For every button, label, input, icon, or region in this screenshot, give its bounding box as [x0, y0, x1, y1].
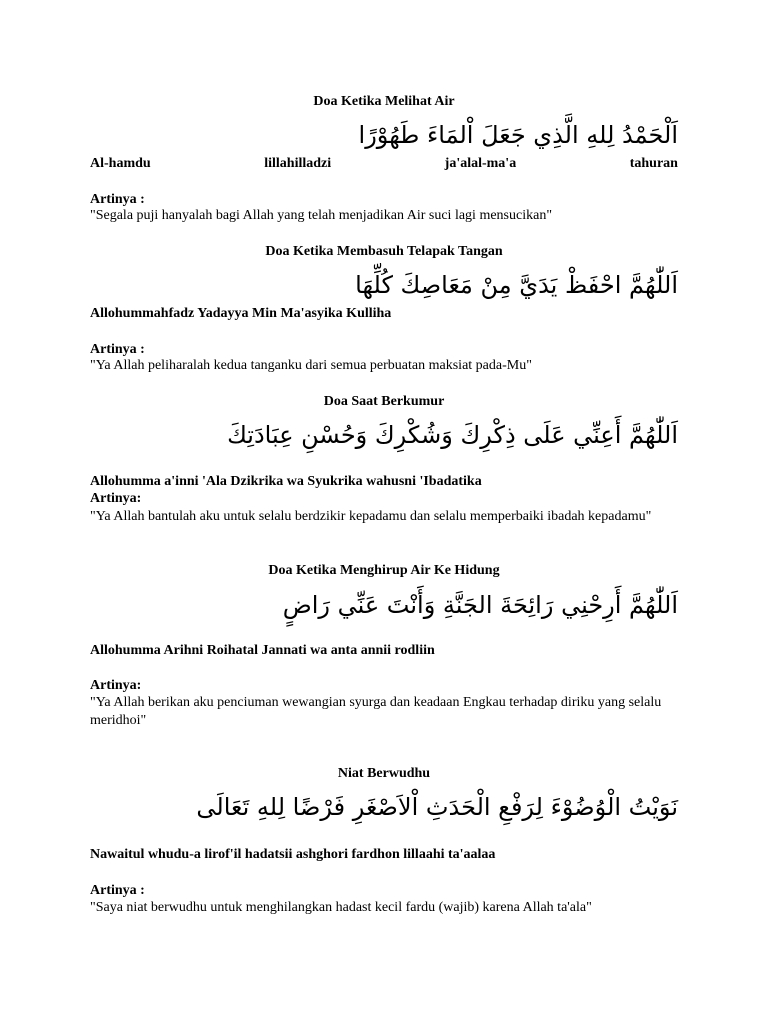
meaning-label: Artinya: [90, 678, 142, 693]
arabic-text-melihat-air: اَلْحَمْدُ لِلهِ الَّذِي جَعَلَ اْلمَاءَ طَهُوْرًا [358, 121, 678, 149]
meaning-text-berkumur: "Ya Allah bantulah aku untuk selalu berdzikir kepadamu dan selalu memperbaiki ibadah kepadamu" [90, 509, 652, 524]
section-title-menghirup-air: Doa Ketika Menghirup Air Ke Hidung [268, 563, 500, 578]
arabic-text-menghirup-air: اَللّٰهُمَّ أَرِحْنِي رَائِحَةَ الجَنَّةِ وَأَنْتَ عَنِّي رَاضٍ [282, 591, 678, 619]
latin-transliteration-menghirup-air: Allohumma Arihni Roihatal Jannati wa anta annii rodliin [90, 643, 435, 658]
meaning-text-menghirup-air: "Ya Allah berikan aku penciuman wewangian syurga dan keadaan Engkau terhadap diriku yang selalu meridhoi" [90, 695, 662, 728]
latin-word: tahuran [629, 156, 678, 171]
latin-word: ja'alal-ma'a [444, 156, 517, 171]
arabic-text-berkumur: اَللّٰهُمَّ أَعِنِّي عَلَى ذِكْرِكَ وَشُكْرِكَ وَحُسْنِ عِبَادَتِكَ [227, 421, 678, 449]
latin-word: lillahilladzi [264, 156, 332, 171]
meaning-text-membasuh-tangan: "Ya Allah peliharalah kedua tanganku dari semua perbuatan maksiat pada-Mu" [90, 358, 532, 373]
section-title-niat-berwudhu: Niat Berwudhu [337, 766, 431, 781]
meaning-text-melihat-air: "Segala puji hanyalah bagi Allah yang telah menjadikan Air suci lagi mensucikan" [90, 208, 553, 223]
arabic-text-membasuh-tangan: اَللّٰهُمَّ احْفَظْ يَدَيَّ مِنْ مَعَاصِكَ كُلِّهَا [355, 271, 678, 299]
meaning-text-niat-berwudhu: "Saya niat berwudhu untuk menghilangkan hadast kecil fardu (wajib) karena Allah ta'ala" [90, 900, 592, 915]
meaning-label: Artinya : [90, 342, 145, 357]
meaning-label: Artinya : [90, 883, 145, 898]
section-title-membasuh-tangan: Doa Ketika Membasuh Telapak Tangan [265, 244, 503, 259]
meaning-label: Artinya: [90, 491, 142, 506]
latin-transliteration-membasuh-tangan: Allohummahfadz Yadayya Min Ma'asyika Kulliha [90, 306, 392, 321]
latin-transliteration-berkumur: Allohumma a'inni 'Ala Dzikrika wa Syukrika wahusni 'Ibadatika [90, 474, 482, 489]
latin-transliteration-niat-berwudhu: Nawaitul whudu-a lirof'il hadatsii ashghori fardhon lillaahi ta'aalaa [90, 847, 496, 862]
latin-transliteration-melihat-air [90, 155, 678, 173]
meaning-label: Artinya : [90, 192, 145, 207]
latin-word: Al-hamdu [90, 156, 151, 171]
section-title-melihat-air: Doa Ketika Melihat Air [313, 94, 455, 109]
section-title-berkumur: Doa Saat Berkumur [323, 394, 445, 409]
arabic-text-niat-berwudhu: نَوَيْتُ الْوُضُوْءَ لِرَفْعِ الْحَدَثِ اْلاَصْغَرِ فَرْضًا لِلهِ تَعَالَى [196, 793, 678, 821]
